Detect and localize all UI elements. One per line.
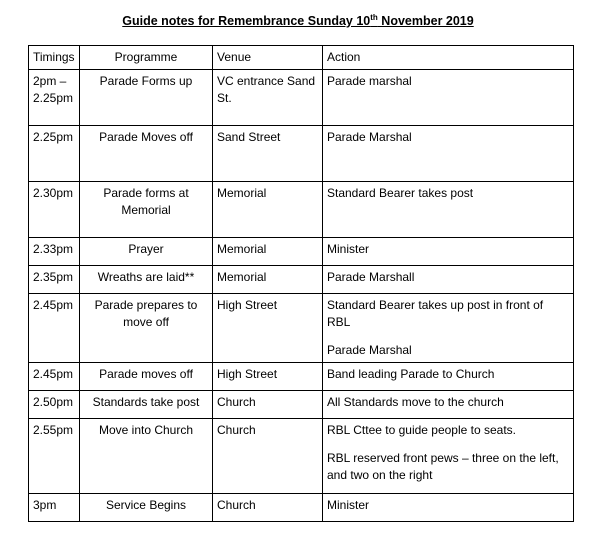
table-header-row xyxy=(29,46,574,70)
programme-cell: Service Begins xyxy=(80,494,213,522)
table-row xyxy=(29,182,574,238)
title-ordinal-suffix: th xyxy=(370,12,378,22)
action-cell xyxy=(323,126,574,182)
action-cell xyxy=(323,294,574,363)
header-venue: Venue xyxy=(213,46,323,70)
action-paragraph: Band leading Parade to Church xyxy=(327,367,495,381)
header-action: Action xyxy=(323,46,574,70)
action-paragraph: Parade Marshall xyxy=(327,270,415,284)
action-paragraph: Parade Marshal xyxy=(327,130,412,144)
timing-cell: 2.45pm xyxy=(29,294,80,363)
timing-cell: 2.35pm xyxy=(29,266,80,294)
programme-cell: Parade forms at Memorial xyxy=(80,182,213,238)
timing-cell: 2.55pm xyxy=(29,419,80,494)
programme-cell: Move into Church xyxy=(80,419,213,494)
action-cell xyxy=(323,494,574,522)
action-paragraph: RBL reserved front pews – three on the left, and two on the right xyxy=(327,451,559,482)
programme-cell: Parade Moves off xyxy=(80,126,213,182)
table-row xyxy=(29,294,574,363)
programme-cell: Wreaths are laid** xyxy=(80,266,213,294)
action-cell xyxy=(323,182,574,238)
action-cell xyxy=(323,363,574,391)
programme-cell: Prayer xyxy=(80,238,213,266)
timing-cell: 2.33pm xyxy=(29,238,80,266)
venue-cell: Memorial xyxy=(213,238,323,266)
action-paragraph: Minister xyxy=(327,498,370,512)
table-row xyxy=(29,363,574,391)
table-row xyxy=(29,266,574,294)
action-paragraph: Standard Bearer takes up post in front of RBL xyxy=(327,298,544,329)
action-paragraph: RBL Cttee to guide people to seats. xyxy=(327,423,517,437)
venue-cell: High Street xyxy=(213,294,323,363)
header-timings: Timings xyxy=(29,46,80,70)
programme-cell: Parade Forms up xyxy=(80,70,213,126)
action-cell xyxy=(323,266,574,294)
action-cell xyxy=(323,238,574,266)
venue-cell: VC entrance Sand St. xyxy=(213,70,323,126)
programme-cell: Parade moves off xyxy=(80,363,213,391)
timing-cell: 2pm – 2.25pm xyxy=(29,70,80,126)
venue-cell: Church xyxy=(213,419,323,494)
venue-cell: Memorial xyxy=(213,182,323,238)
action-paragraph: Standard Bearer takes post xyxy=(327,186,474,200)
action-paragraph: Parade Marshal xyxy=(327,343,412,357)
venue-cell: High Street xyxy=(213,363,323,391)
header-programme: Programme xyxy=(80,46,213,70)
title-text xyxy=(122,14,473,28)
timing-cell: 2.30pm xyxy=(29,182,80,238)
action-paragraph: All Standards move to the church xyxy=(327,395,504,409)
table-row xyxy=(29,494,574,522)
action-paragraph: Minister xyxy=(327,242,370,256)
table-row xyxy=(29,238,574,266)
venue-cell: Church xyxy=(213,391,323,419)
timing-cell: 3pm xyxy=(29,494,80,522)
document-title xyxy=(0,14,596,28)
schedule-table-body xyxy=(29,46,574,522)
timing-cell: 2.25pm xyxy=(29,126,80,182)
title-date-rest: November 2019 xyxy=(377,14,474,28)
schedule-table xyxy=(28,45,574,522)
venue-cell: Sand Street xyxy=(213,126,323,182)
action-paragraph: Parade marshal xyxy=(327,74,412,88)
programme-cell: Parade prepares to move off xyxy=(80,294,213,363)
venue-cell: Memorial xyxy=(213,266,323,294)
action-cell xyxy=(323,391,574,419)
table-row xyxy=(29,70,574,126)
programme-cell: Standards take post xyxy=(80,391,213,419)
table-row xyxy=(29,391,574,419)
table-row xyxy=(29,126,574,182)
table-row xyxy=(29,419,574,494)
action-cell xyxy=(323,70,574,126)
title-main: Guide notes for Remembrance Sunday 10 xyxy=(122,14,371,28)
action-cell xyxy=(323,419,574,494)
timing-cell: 2.50pm xyxy=(29,391,80,419)
timing-cell: 2.45pm xyxy=(29,363,80,391)
venue-cell: Church xyxy=(213,494,323,522)
